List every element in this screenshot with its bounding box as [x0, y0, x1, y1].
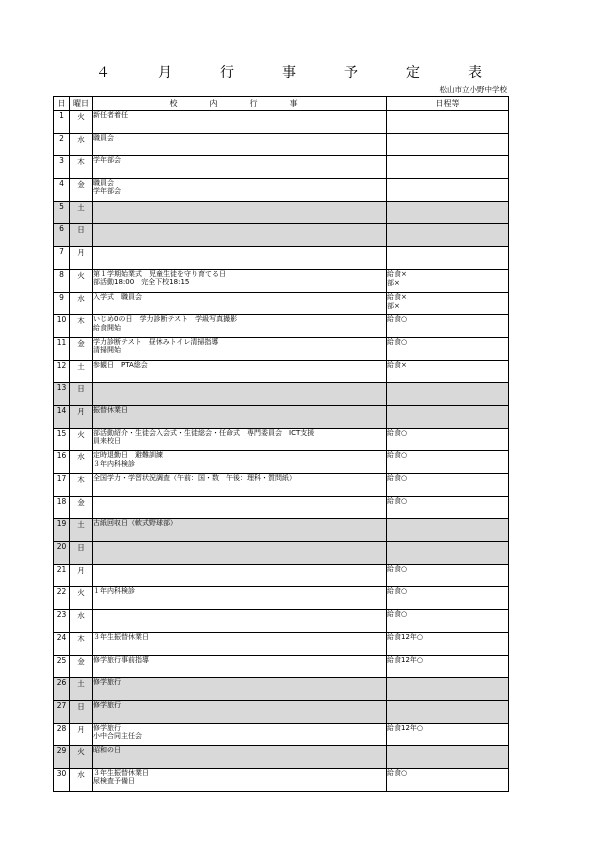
- event-text: 参観日 PTA総会: [93, 360, 148, 369]
- note-text: 給食×: [387, 269, 407, 278]
- table-row: [54, 723, 509, 746]
- notes-cell: [387, 768, 509, 791]
- weekday-cell: 金: [70, 179, 93, 202]
- day-cell: 27: [54, 700, 70, 723]
- table-row: [54, 133, 509, 156]
- event-text: 修学旅行事前指導: [93, 655, 149, 664]
- event-text: 第１学期始業式 児童生徒を守り育てる日: [93, 269, 226, 278]
- weekday-cell: 水: [70, 292, 93, 315]
- table-row: [54, 655, 509, 678]
- event-text: ３年生振替休業日: [93, 632, 149, 641]
- weekday-cell: 木: [70, 156, 93, 179]
- event-text: ３年生振替休業日: [93, 768, 149, 777]
- event-text: 職員会: [93, 179, 114, 188]
- table-row: [54, 315, 509, 338]
- weekday-cell: 水: [70, 133, 93, 156]
- day-cell: 9: [54, 292, 70, 315]
- note-text: 給食○: [387, 496, 408, 505]
- day-cell: 22: [54, 587, 70, 610]
- weekday-cell: 月: [70, 564, 93, 587]
- notes-cell: [387, 179, 509, 202]
- weekday-cell: 日: [70, 224, 93, 247]
- notes-cell: [387, 474, 509, 497]
- event-text: 昭和の日: [93, 746, 121, 755]
- notes-cell: [387, 405, 509, 428]
- table-row: [54, 156, 509, 179]
- events-cell: [93, 247, 387, 270]
- table-row: [54, 700, 509, 723]
- table-row: [54, 474, 509, 497]
- events-cell: [93, 655, 387, 678]
- weekday-cell: 木: [70, 474, 93, 497]
- event-text: 学年部会: [93, 187, 121, 196]
- schedule-table: [53, 96, 509, 792]
- notes-cell: [387, 655, 509, 678]
- notes-cell: [387, 247, 509, 270]
- events-cell: [93, 224, 387, 247]
- notes-cell: [387, 201, 509, 224]
- weekday-cell: 土: [70, 201, 93, 224]
- weekday-cell: 日: [70, 542, 93, 565]
- event-text: 部活動紹介・生徒会入会式・生徒総会・任命式 専門委員会 ICT支援: [93, 428, 315, 437]
- events-cell: [93, 519, 387, 542]
- day-cell: 12: [54, 360, 70, 383]
- day-cell: 24: [54, 632, 70, 655]
- event-text: 学年部会: [93, 156, 121, 165]
- notes-cell: [387, 428, 509, 451]
- note-text: 給食○: [387, 587, 408, 596]
- day-cell: 13: [54, 383, 70, 406]
- table-row: [54, 587, 509, 610]
- note-text: 給食12年○: [387, 632, 424, 641]
- event-text: 修学旅行: [93, 678, 121, 687]
- day-cell: 1: [54, 111, 70, 134]
- notes-cell: [387, 700, 509, 723]
- day-cell: 23: [54, 610, 70, 633]
- notes-cell: [387, 451, 509, 474]
- day-cell: 26: [54, 678, 70, 701]
- weekday-cell: 火: [70, 428, 93, 451]
- day-cell: 15: [54, 428, 70, 451]
- table-row: [54, 360, 509, 383]
- day-cell: 10: [54, 315, 70, 338]
- note-text: 給食○: [387, 337, 408, 346]
- events-cell: [93, 405, 387, 428]
- weekday-cell: 月: [70, 723, 93, 746]
- events-cell: [93, 542, 387, 565]
- note-text: 給食○: [387, 315, 408, 324]
- notes-cell: [387, 542, 509, 565]
- day-cell: 28: [54, 723, 70, 746]
- note-text: 給食○: [387, 564, 408, 573]
- weekday-cell: 土: [70, 519, 93, 542]
- weekday-cell: 土: [70, 360, 93, 383]
- header-notes: 日程等: [387, 97, 509, 111]
- day-cell: 3: [54, 156, 70, 179]
- events-cell: [93, 179, 387, 202]
- weekday-cell: 日: [70, 700, 93, 723]
- day-cell: 7: [54, 247, 70, 270]
- day-cell: 20: [54, 542, 70, 565]
- notes-cell: [387, 111, 509, 134]
- event-text: １年内科検診: [93, 587, 135, 596]
- note-text: 給食○: [387, 428, 408, 437]
- table-row: [54, 564, 509, 587]
- events-cell: [93, 700, 387, 723]
- header-weekday: 曜日: [70, 97, 93, 111]
- event-text: 新任者着任: [93, 111, 128, 119]
- school-name: 松山市立小野中学校: [439, 85, 507, 94]
- events-cell: [93, 337, 387, 360]
- schedule-rows: [54, 111, 509, 792]
- notes-cell: [387, 746, 509, 769]
- notes-cell: [387, 383, 509, 406]
- events-cell: [93, 587, 387, 610]
- notes-cell: [387, 315, 509, 338]
- note-text: 部×: [387, 278, 400, 287]
- events-cell: [93, 201, 387, 224]
- note-text: 給食×: [387, 292, 407, 301]
- event-text: 古紙回収日（軟式野球部）: [93, 519, 177, 528]
- notes-cell: [387, 610, 509, 633]
- weekday-cell: 水: [70, 768, 93, 791]
- day-cell: 4: [54, 179, 70, 202]
- event-text: 学力診断テスト 昼休みトイレ清掃指導: [93, 337, 219, 346]
- weekday-cell: 金: [70, 337, 93, 360]
- weekday-cell: 火: [70, 587, 93, 610]
- table-row: [54, 542, 509, 565]
- table-row: [54, 337, 509, 360]
- table-row: [54, 292, 509, 315]
- weekday-cell: 金: [70, 655, 93, 678]
- events-cell: [93, 360, 387, 383]
- note-text: 給食○: [387, 610, 408, 619]
- day-cell: 29: [54, 746, 70, 769]
- weekday-cell: 水: [70, 610, 93, 633]
- table-row: [54, 519, 509, 542]
- day-cell: 11: [54, 337, 70, 360]
- weekday-cell: 水: [70, 451, 93, 474]
- events-cell: [93, 111, 387, 134]
- day-cell: 8: [54, 269, 70, 292]
- note-text: 給食×: [387, 360, 407, 369]
- event-text: 定時退勤日 避難訓練: [93, 451, 163, 460]
- table-row: [54, 224, 509, 247]
- notes-cell: [387, 156, 509, 179]
- weekday-cell: 木: [70, 632, 93, 655]
- table-row: [54, 746, 509, 769]
- table-row: [54, 111, 509, 134]
- notes-cell: [387, 269, 509, 292]
- weekday-cell: 土: [70, 678, 93, 701]
- notes-cell: [387, 292, 509, 315]
- note-text: 給食12年○: [387, 723, 424, 732]
- events-cell: [93, 746, 387, 769]
- events-cell: [93, 723, 387, 746]
- note-text: 給食○: [387, 451, 408, 460]
- event-text: 修学旅行: [93, 700, 121, 709]
- day-cell: 25: [54, 655, 70, 678]
- page-title: ４ 月 行 事 予 定 表: [96, 65, 499, 81]
- events-cell: [93, 315, 387, 338]
- events-cell: [93, 564, 387, 587]
- notes-cell: [387, 723, 509, 746]
- notes-cell: [387, 519, 509, 542]
- day-cell: 6: [54, 224, 70, 247]
- day-cell: 2: [54, 133, 70, 156]
- event-text: 給食開始: [93, 323, 121, 332]
- day-cell: 18: [54, 496, 70, 519]
- table-header-row: [54, 97, 509, 111]
- event-text: 入学式 職員会: [93, 292, 142, 301]
- weekday-cell: 月: [70, 247, 93, 270]
- table-row: [54, 201, 509, 224]
- header-day: 日: [54, 97, 70, 111]
- events-cell: [93, 451, 387, 474]
- events-cell: [93, 474, 387, 497]
- note-text: 給食○: [387, 768, 408, 777]
- day-cell: 16: [54, 451, 70, 474]
- event-text: 職員会: [93, 133, 114, 142]
- day-cell: 14: [54, 405, 70, 428]
- notes-cell: [387, 564, 509, 587]
- events-cell: [93, 496, 387, 519]
- notes-cell: [387, 337, 509, 360]
- day-cell: 17: [54, 474, 70, 497]
- table-row: [54, 496, 509, 519]
- weekday-cell: 月: [70, 405, 93, 428]
- events-cell: [93, 428, 387, 451]
- event-text: 員来校日: [93, 437, 121, 446]
- table-row: [54, 179, 509, 202]
- table-row: [54, 428, 509, 451]
- weekday-cell: 木: [70, 315, 93, 338]
- event-text: 振替休業日: [93, 405, 128, 414]
- table-row: [54, 383, 509, 406]
- event-text: 尿検査予備日: [93, 777, 135, 786]
- events-cell: [93, 269, 387, 292]
- weekday-cell: 火: [70, 269, 93, 292]
- notes-cell: [387, 587, 509, 610]
- day-cell: 30: [54, 768, 70, 791]
- table-row: [54, 768, 509, 791]
- notes-cell: [387, 133, 509, 156]
- note-text: 給食12年○: [387, 655, 424, 664]
- event-text: 清掃開始: [93, 346, 121, 355]
- table-row: [54, 247, 509, 270]
- events-cell: [93, 156, 387, 179]
- weekday-cell: 日: [70, 383, 93, 406]
- notes-cell: [387, 632, 509, 655]
- event-text: 修学旅行: [93, 723, 121, 732]
- table-row: [54, 269, 509, 292]
- events-cell: [93, 292, 387, 315]
- event-text: 部活動18:00 完全下校18:15: [93, 278, 190, 287]
- event-text: 全国学力・学習状況調査（午前：国・数 午後：理科・質問紙）: [93, 474, 296, 482]
- events-cell: [93, 632, 387, 655]
- notes-cell: [387, 224, 509, 247]
- event-text: ３年内科検診: [93, 459, 135, 468]
- table-row: [54, 405, 509, 428]
- events-cell: [93, 678, 387, 701]
- note-text: 給食○: [387, 474, 408, 482]
- header-events: 校 内 行 事: [93, 97, 387, 111]
- day-cell: 19: [54, 519, 70, 542]
- table-row: [54, 632, 509, 655]
- events-cell: [93, 768, 387, 791]
- events-cell: [93, 383, 387, 406]
- weekday-cell: 金: [70, 496, 93, 519]
- notes-cell: [387, 496, 509, 519]
- notes-cell: [387, 360, 509, 383]
- weekday-cell: 火: [70, 746, 93, 769]
- notes-cell: [387, 678, 509, 701]
- table-row: [54, 451, 509, 474]
- day-cell: 21: [54, 564, 70, 587]
- table-row: [54, 678, 509, 701]
- event-text: いじめ0の日 学力診断テスト 学級写真撮影: [93, 315, 238, 324]
- event-text: 小中合同主任会: [93, 731, 142, 740]
- events-cell: [93, 610, 387, 633]
- table-row: [54, 610, 509, 633]
- note-text: 部×: [387, 301, 400, 310]
- events-cell: [93, 133, 387, 156]
- day-cell: 5: [54, 201, 70, 224]
- weekday-cell: 火: [70, 111, 93, 134]
